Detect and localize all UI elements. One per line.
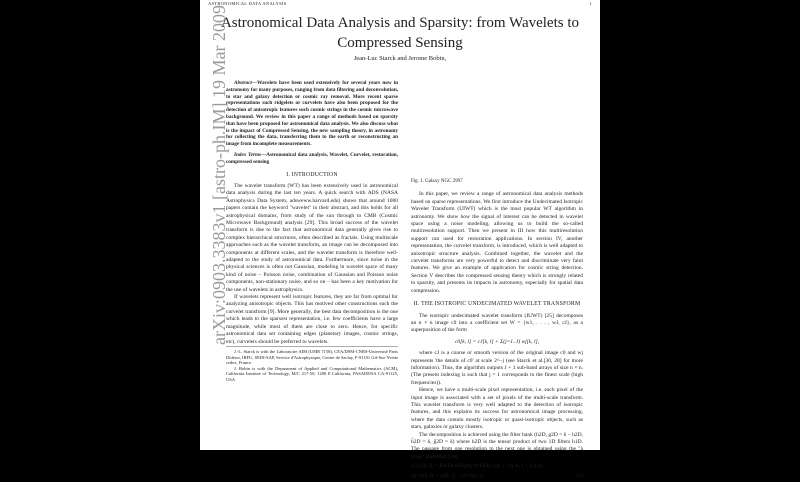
paper-page — [200, 0, 600, 479]
page-number: 1 — [589, 1, 592, 6]
running-head — [208, 1, 592, 6]
footnote-bobin: J. Bobin is with the Department of Applied and Computational Mathematics (ACM), California Institute of Technology, M/C 217-50, 1200 E.California, PASADENA CA-91125, USA. — [226, 365, 398, 382]
section-heading-introduction: I. INTRODUCTION — [286, 171, 338, 178]
equation-a-trous-2-text: wj+1[k, l] = cj[k, l] − cj+1[k, l], — [411, 472, 485, 479]
iuwt-paragraph-2: where cJ is a coarse or smooth version of the original image c0 and wj represents 'the details of c0' at scale 2^−j (see Starck et al.[30, 28] for more information). Thus, the algorithm outputs J + 1 sub-band arrays of size n × n. (The present indexing is such that j = 1 corresponds to the finest scale (high frequencies)). — [411, 350, 583, 386]
footnote-starck: J.-L. Starck is with the Laboratoire AIM (UMR 7158), CEA/DSM-CNRS-Université Paris Diderot, IRFU, SEDI-SAP, Service d'Astrophysique, Centre de Saclay, F-91191 Gif-Sur-Yvette cedex, France. — [226, 346, 398, 366]
overview-paragraph: In this paper, we review a range of astronomical data analysis methods based on sparse representations. We first introduce the Undecimated Isotropic Wavelet Transform (UIWT) which is the most popular WT algorithm in astronomy. We show how the signal of interest can be detected in wavelet space using a noise modeling, allowing us to build the so-called multiresolution support. Then we present in III how this multiresolution support can used for restoration applications. In section IV, another representation, the curvelet transform, is introduced, which is well adapted to anisotropic structure analysis. Combined together, the wavelet and the curvelet transforms are very powerful to detect and discriminate very faint features. We give an example of application for cosmic string detection. Section V describes the compressed sensing theory which is strongly related to sparsity, and presents its impacts in astronomy, especially for spatial data compression. — [411, 191, 583, 294]
index-terms — [226, 152, 398, 166]
index-terms-lead: Index Terms — [234, 151, 262, 158]
equation-number: (1) — [576, 472, 583, 479]
left-column — [226, 80, 398, 382]
equation-a-trous-1-text: cj+1[k, l] = Σm Σn h1D[m] h1D[n] cj[k + 2^j m, l + 2^j n], — [411, 463, 544, 470]
running-head-journal: ASTRONOMICAL DATA ANALYSIS — [208, 1, 287, 6]
iuwt-paragraph-3: Hence, we have a multi-scale pixel representation, i.e. each pixel of the input image is associated with a set of pixels of the multi-scale transform. This wavelet transform is very well adapted to the detection of isotropic features, and this explains its success for astronomical image processing, where the data contain mostly isotropic or quasi-isotropic objects, such as stars, galaxies or galaxy clusters. — [411, 387, 583, 431]
abstract-lead: Abstract — [234, 80, 252, 86]
iuwt-paragraph-4: The decomposition is achieved using the filter bank (h2D, g2D = δ − h2D, h̃2D = δ, g̃2D = δ) where h2D is the tensor product of two 1D filters h1D. The passage from one resolution to the next one is obtained using the "à trous" algorithm [30] — [411, 431, 583, 460]
abstract — [226, 80, 398, 148]
right-column — [411, 80, 583, 482]
paper-authors: Jean-Luc Starck and Jerome Bobin, — [353, 55, 447, 62]
iuwt-paragraph-1: The isotropic undecimated wavelet transform (IUWT) [25] decomposes an n × n image c0 into a coefficient set W = {w1, . . . , wJ, cJ}, as a superposition of the form — [411, 312, 583, 334]
intro-paragraph-2: If wavelets represent well isotropic features, they are far from optimal for analyzing anisotropic objects. This has motived other constructions such the curvelet transform [9]. More generally, the best data decomposition is the one which leads to the sparsest representation, i.e. few coefficients have a large magnitude, while most of them are close to zero. Hence, for specific astronomical data set containing edges (planetary images, cosmic strings, etc), curvelets should be preferred to wavelets. — [226, 294, 398, 345]
arxiv-stamp: arXiv:0903.3383v1 [astro-ph.IM] 19 Mar 2009 — [209, 5, 229, 345]
equation-a-trous-1 — [411, 463, 583, 470]
intro-paragraph-1: The wavelet transform (WT) has been extensively used in astronomical data analysis during the last ten years. A quick search with ADS (NASA Astrophysics Data System, adsweww.harvard.edu) shows that around 1000 papers contain the keyword "wavelet" in their abstract, and this holds for all astrophysical domains, from study of the sun through to CMB (Cosmic Microwave Background) analysis [29]. This broad success of the wavelet transform is due to the fact that astronomical data generally gives rise to complex hierarchical structures, often described as fractals. Using multiscale approaches such as the wavelet transform, an image can be decomposed into components at different scales, and the wavelet transform is therefore well-adapted to the study of astronomical data. Furthermore, since noise in the physical sciences is often not Gaussian, modeling in wavelet space of many kind of noise – Poisson noise, combination of Gaussian and Poisson noise components, non-stationary noise, and so on – has been a key motivation for the use of wavelets in astrophysics. — [226, 182, 398, 293]
equation-decomposition: c0[k, l] = cJ[k, l] + Σ(j=1..J) wj[k, l], — [454, 338, 540, 345]
abstract-text: —Wavelets have been used extensively for several years now in astronomy for many purposes, ranging from data filtering and deconvolution, to star and galaxy detection or cosmic ray removal. More recent sparse representations such ridgelets or curvelets have also been proposed for the detection of anisotropic features such cosmic strings in the cosmic microwave background. We review in this paper a range of methods based on sparsity that have been proposed for astronomical data analysis. We also discuss what is the impact of Compressed Sensing, the new sampling theory, in astronomy for collecting the data, transferring them to the earth or reconstructing an image from incomplete measurements. — [226, 80, 398, 148]
figure-placeholder — [411, 80, 583, 178]
paper-title: Astronomical Data Analysis and Sparsity: from Wavelets to Compressed Sensing — [220, 15, 580, 51]
section-heading-iuwt: II. THE ISOTROPIC UNDECIMATED WAVELET TRANSFORM — [413, 301, 581, 308]
equation-a-trous-2 — [411, 473, 583, 480]
figure-caption: Fig. 1. Galaxy NGC 2997 — [411, 179, 463, 184]
index-terms-text: —Astronomical data analysis, Wavelet, Curvelet, restoration, compressed sensing — [226, 151, 398, 165]
